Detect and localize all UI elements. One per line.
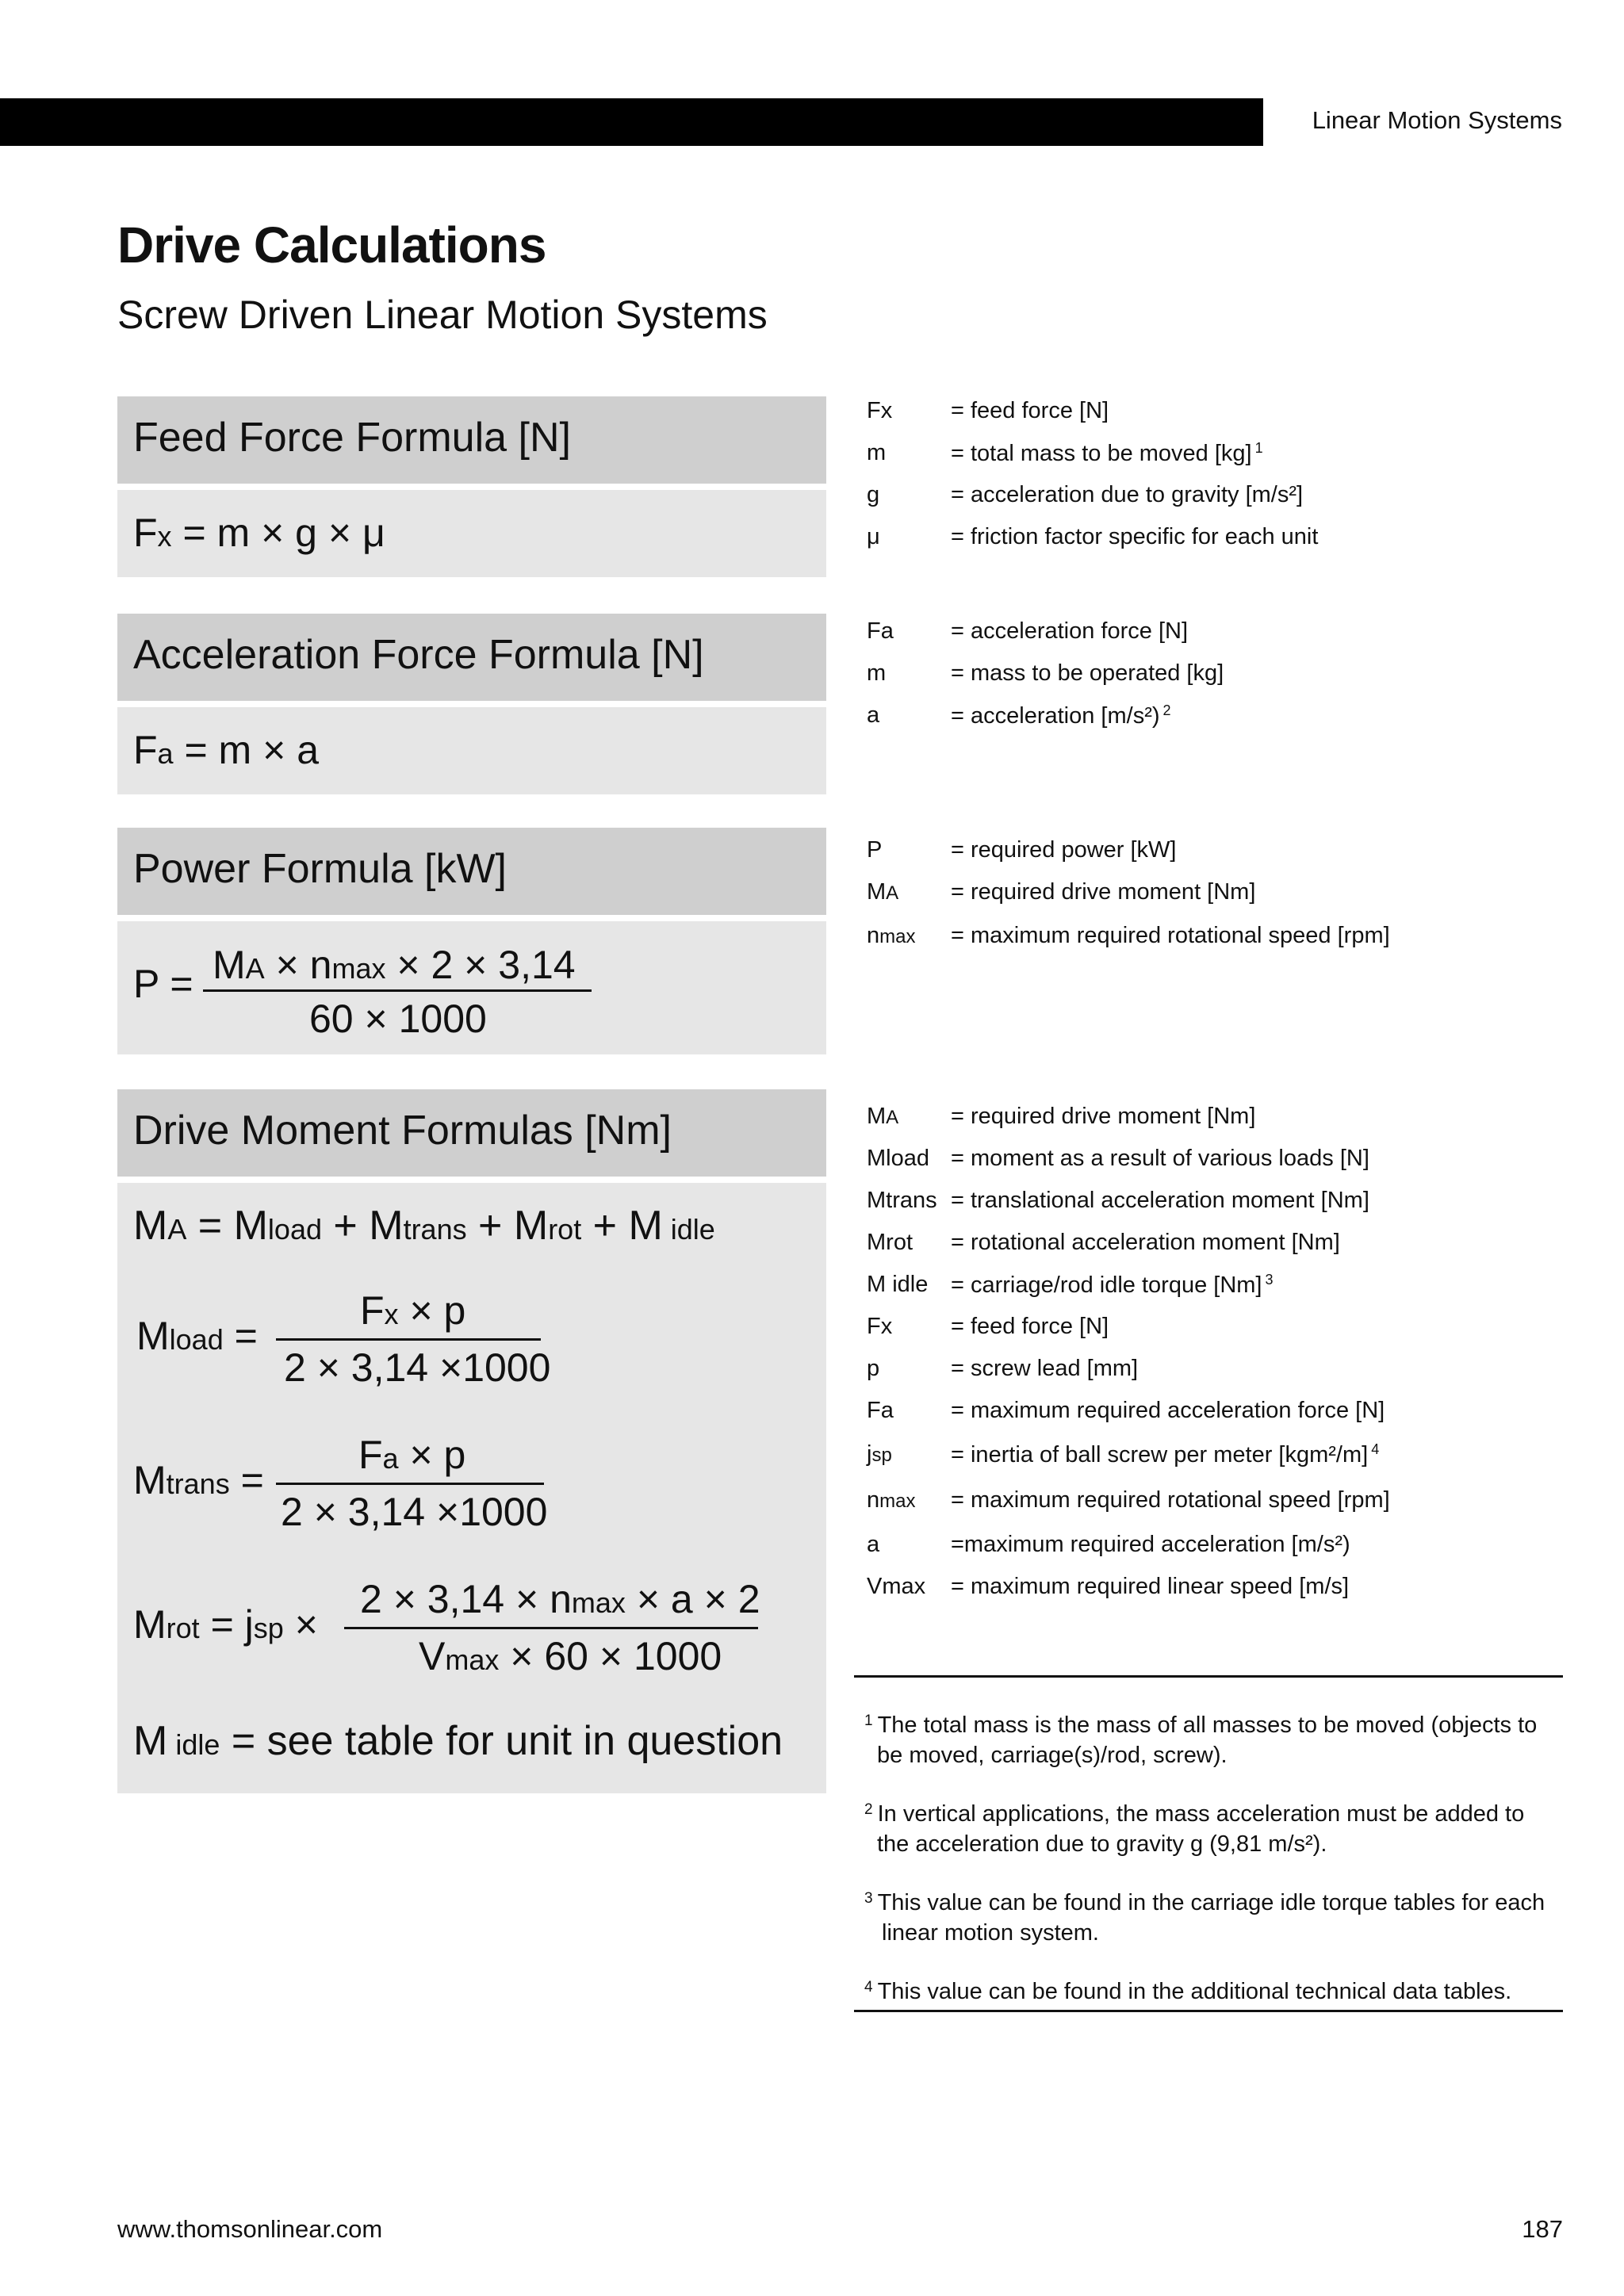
var-definition: = maximum required linear speed [m/s] <box>951 1574 1350 1599</box>
var-symbol: m <box>867 660 887 686</box>
var-definition: = rotational acceleration moment [Nm] <box>951 1230 1340 1255</box>
var-symbol: MA <box>867 1104 899 1129</box>
drive-moment-formula-box <box>117 1183 826 1793</box>
drive-moment-heading-box <box>117 1089 826 1177</box>
footnote-ref: 1 <box>1254 440 1263 456</box>
var-definition: = translational acceleration moment [Nm] <box>951 1188 1369 1213</box>
mrot-denominator: Vmax × 60 × 1000 <box>419 1634 722 1678</box>
mtrans-lhs: Mtrans = <box>133 1458 264 1502</box>
accel-force-formula: Fa = m × a <box>133 728 320 772</box>
drive-moment-heading: Drive Moment Formulas [Nm] <box>133 1108 672 1154</box>
footnote: $^3$ This value can be found in the carriage idle torque tables for each linear motion system. <box>864 1890 1545 1946</box>
mrot-lhs: Mrot = jsp × <box>133 1602 318 1647</box>
var-definition: =maximum required acceleration [m/s²) <box>951 1532 1350 1557</box>
footnotes-bottom-rule <box>854 2010 1563 2012</box>
var-symbol: Vmax <box>867 1574 926 1599</box>
var-symbol: a <box>867 1532 880 1557</box>
var-definition: = carriage/rod idle torque [Nm] $^3$ <box>951 1272 1274 1298</box>
var-symbol: nmax <box>867 1487 916 1513</box>
var-symbol: Mtrans <box>867 1188 937 1213</box>
var-definition: = acceleration force [N] <box>951 618 1189 644</box>
var-symbol: p <box>867 1356 880 1381</box>
var-symbol: a <box>867 702 880 728</box>
var-definition: = feed force [N] <box>951 398 1109 423</box>
page-title: Drive Calculations <box>117 216 546 274</box>
mload-denominator: 2 × 3,14 ×1000 <box>284 1345 551 1390</box>
var-symbol: MA <box>867 879 899 905</box>
var-definition: = total mass to be moved [kg] $^1$ <box>951 440 1263 466</box>
footnote: $^2$ In vertical applications, the mass acceleration must be added to the acceleration due to gravity g (9,81 m/s²). <box>864 1801 1525 1857</box>
var-definition: = moment as a result of various loads [N] <box>951 1146 1369 1171</box>
mload-numerator: Fx × p <box>360 1288 466 1333</box>
var-symbol: Fa <box>867 1398 894 1423</box>
page-subtitle: Screw Driven Linear Motion Systems <box>117 293 768 337</box>
header-bar <box>0 98 1263 146</box>
footnotes-top-rule <box>854 1675 1563 1678</box>
power-numerator: MA × nmax × 2 × 3,14 <box>213 943 576 987</box>
mload-lhs: Mload = <box>136 1314 258 1358</box>
var-symbol: g <box>867 482 880 507</box>
var-symbol: Fx <box>867 398 893 423</box>
var-symbol: m <box>867 440 887 465</box>
var-symbol: Fa <box>867 618 894 644</box>
var-symbol: Mrot <box>867 1230 913 1255</box>
mtrans-numerator: Fa × p <box>358 1433 466 1477</box>
power-denominator: 60 × 1000 <box>309 997 487 1041</box>
accel-force-heading-box <box>117 614 826 701</box>
footnote-ref: 2 <box>1162 702 1171 718</box>
var-symbol: Mload <box>867 1146 929 1171</box>
footnote: $^1$ The total mass is the mass of all masses to be moved (objects to be moved, carriage(s)/rod, screw). <box>864 1712 1538 1768</box>
var-definition: = maximum required acceleration force [N] <box>951 1398 1385 1423</box>
midle-formula: M idle = see table for unit in question <box>133 1718 783 1764</box>
var-symbol: nmax <box>867 923 916 948</box>
var-definition: = required power [kW] <box>951 837 1177 863</box>
feed-force-heading: Feed Force Formula [N] <box>133 415 571 461</box>
feed-force-formula: Fx = m × g × μ <box>133 511 385 555</box>
power-heading: Power Formula [kW] <box>133 846 507 892</box>
footnote: $^4$ This value can be found in the additional technical data tables. <box>864 1979 1512 2004</box>
drive-moment-total-formula: MA = Mload + Mtrans + Mrot + M idle <box>133 1203 715 1249</box>
var-definition: = acceleration due to gravity [m/s²] <box>951 482 1304 507</box>
var-definition: = required drive moment [Nm] <box>951 1104 1256 1129</box>
var-symbol: Fx <box>867 1314 893 1339</box>
power-lhs: P = <box>133 962 193 1006</box>
var-definition: = inertia of ball screw per meter [kgm²/m] $^4$ <box>951 1441 1380 1468</box>
feed-force-formula-box <box>117 490 826 577</box>
mload-fraction-bar <box>276 1338 541 1341</box>
mtrans-fraction-bar <box>276 1483 544 1485</box>
section-label: Linear Motion Systems <box>1312 106 1562 134</box>
var-definition: = required drive moment [Nm] <box>951 879 1256 905</box>
feed-force-heading-box <box>117 396 826 484</box>
var-symbol: μ <box>867 524 880 549</box>
mrot-numerator: 2 × 3,14 × nmax × a × 2 <box>360 1577 760 1621</box>
var-definition: = friction factor specific for each unit <box>951 524 1319 549</box>
accel-force-heading: Acceleration Force Formula [N] <box>133 632 704 678</box>
mrot-fraction-bar <box>344 1627 758 1629</box>
var-definition: = feed force [N] <box>951 1314 1109 1339</box>
power-formula-box <box>117 921 826 1054</box>
accel-force-formula-box <box>117 707 826 794</box>
mtrans-denominator: 2 × 3,14 ×1000 <box>281 1490 548 1534</box>
page-number: 187 <box>1522 2215 1563 2243</box>
power-heading-box <box>117 828 826 915</box>
var-symbol: jsp <box>867 1441 892 1467</box>
var-definition: = maximum required rotational speed [rpm] <box>951 1487 1390 1513</box>
footnote-ref: 3 <box>1265 1272 1274 1288</box>
var-symbol: M idle <box>867 1272 929 1297</box>
power-fraction-bar <box>203 989 592 992</box>
var-definition: = mass to be operated [kg] <box>951 660 1224 686</box>
footnote-ref: 4 <box>1371 1441 1380 1457</box>
var-symbol: P <box>867 837 883 863</box>
var-definition: = screw lead [mm] <box>951 1356 1139 1381</box>
footer-url[interactable]: www.thomsonlinear.com <box>117 2215 383 2243</box>
var-definition: = maximum required rotational speed [rpm] <box>951 923 1390 948</box>
var-definition: = acceleration [m/s²) $^2$ <box>951 702 1171 729</box>
